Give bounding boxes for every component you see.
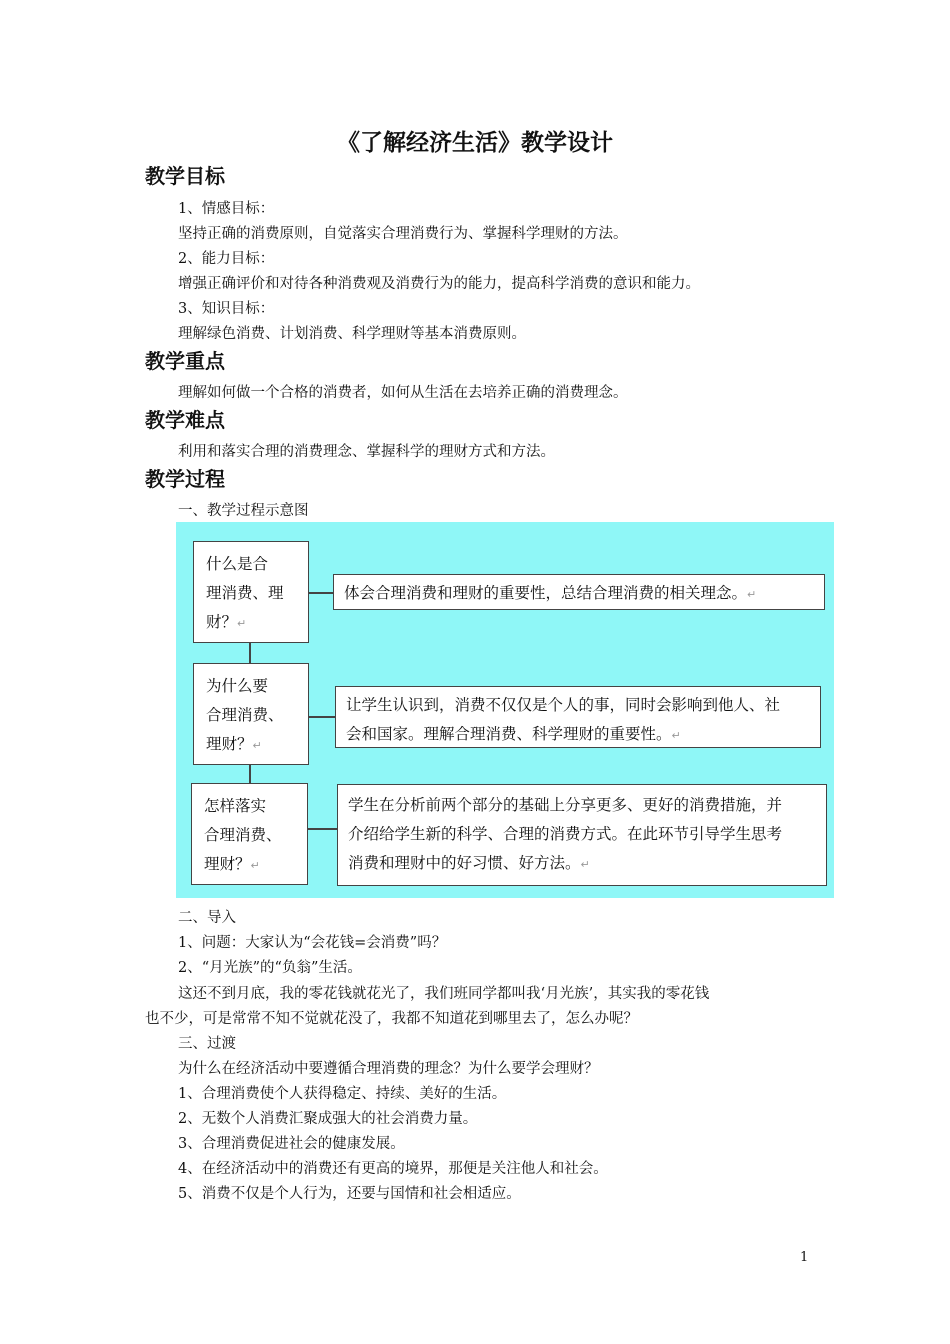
connector-vertical-2: [249, 765, 251, 783]
question-box-how: [191, 783, 308, 885]
answer-box-why: [335, 686, 821, 748]
answer-line: 会和国家。理解合理消费、科学理财的重要性。: [346, 725, 672, 743]
paragraph-mark-icon: ↵: [237, 617, 247, 630]
transition-heading: 三、过渡: [178, 1036, 236, 1052]
goal-ability-text: 增强正确评价和对待各种消费观及消费行为的能力，提高科学消费的意识和能力。: [178, 276, 700, 292]
intro-question-2: 2、“月光族”的“负翁”生活。: [178, 960, 362, 976]
goal-knowledge-label: 3、知识目标：: [178, 301, 275, 317]
heading-teaching-process: 教学过程: [145, 467, 225, 491]
diagram-caption: 一、教学过程示意图: [178, 503, 309, 519]
question-line: 合理消费、: [204, 826, 282, 844]
paragraph-mark-icon: ↵: [252, 739, 262, 752]
answer-box-what: [333, 574, 825, 610]
intro-question-1: 1、问题：大家认为“会花钱=会消费”吗？: [178, 935, 447, 951]
heading-teaching-focus: 教学重点: [145, 349, 225, 373]
answer-line: 让学生认识到，消费不仅仅是个人的事，同时会影响到他人、社: [346, 696, 781, 714]
question-line: 怎样落实: [204, 797, 267, 815]
intro-story-line-1: 这还不到月底，我的零花钱就花光了，我们班同学都叫我‘月光族’，其实我的零花钱: [178, 986, 710, 1002]
connector-horizontal-3: [308, 828, 337, 830]
connector-horizontal-1: [309, 592, 333, 594]
question-box-what: [193, 541, 309, 643]
transition-question: 为什么在经济活动中要遵循合理消费的理念？为什么要学会理财？: [178, 1061, 599, 1077]
process-diagram: [176, 522, 834, 898]
question-line: 什么是合: [206, 555, 269, 573]
transition-item-3: 3、合理消费促进社会的健康发展。: [178, 1136, 405, 1152]
question-line: 理财？: [206, 735, 253, 753]
answer-line: 学生在分析前两个部分的基础上分享更多、更好的消费措施，并: [348, 796, 783, 814]
goal-emotion-text: 坚持正确的消费原则，自觉落实合理消费行为、掌握科学理财的方法。: [178, 226, 628, 242]
paragraph-mark-icon: ↵: [250, 859, 260, 872]
paragraph-mark-icon: ↵: [671, 729, 681, 742]
intro-story-line-2: 也不少，可是常常不知不觉就花没了，我都不知道花到哪里去了，怎么办呢？: [145, 1011, 638, 1027]
connector-vertical-1: [249, 643, 251, 663]
answer-line: 介绍给学生新的科学、合理的消费方式。在此环节引导学生思考: [348, 825, 783, 843]
paragraph-mark-icon: ↵: [747, 588, 757, 601]
question-line: 理消费、理: [206, 584, 284, 602]
goal-knowledge-text: 理解绿色消费、计划消费、科学理财等基本消费原则。: [178, 326, 526, 342]
transition-item-5: 5、消费不仅是个人行为，还要与国情和社会相适应。: [178, 1186, 521, 1202]
answer-line: 消费和理财中的好习惯、好方法。: [348, 854, 581, 872]
transition-item-2: 2、无数个人消费汇聚成强大的社会消费力量。: [178, 1111, 478, 1127]
question-box-why: [193, 663, 309, 765]
goal-emotion-label: 1、情感目标：: [178, 201, 275, 217]
connector-horizontal-2: [309, 716, 335, 718]
page-number: 1: [800, 1250, 809, 1265]
transition-item-4: 4、在经济活动中的消费还有更高的境界，那便是关注他人和社会。: [178, 1161, 608, 1177]
question-line: 理财？: [204, 855, 251, 873]
focus-text: 理解如何做一个合格的消费者，如何从生活在去培养正确的消费理念。: [178, 385, 628, 401]
difficulty-text: 利用和落实合理的消费理念、掌握科学的理财方式和方法。: [178, 444, 555, 460]
paragraph-mark-icon: ↵: [580, 858, 590, 871]
heading-teaching-goals: 教学目标: [145, 164, 225, 188]
answer-box-how: [337, 784, 827, 886]
transition-item-1: 1、合理消费使个人获得稳定、持续、美好的生活。: [178, 1086, 507, 1102]
document-title: 《了解经济生活》教学设计: [337, 130, 613, 156]
goal-ability-label: 2、能力目标：: [178, 251, 275, 267]
question-line: 合理消费、: [206, 706, 284, 724]
question-line: 为什么要: [206, 677, 269, 695]
intro-heading: 二、导入: [178, 910, 236, 926]
answer-line: 体会合理消费和理财的重要性，总结合理消费的相关理念。: [344, 584, 748, 602]
question-line: 财？: [206, 613, 238, 631]
heading-teaching-difficulty: 教学难点: [145, 408, 225, 432]
